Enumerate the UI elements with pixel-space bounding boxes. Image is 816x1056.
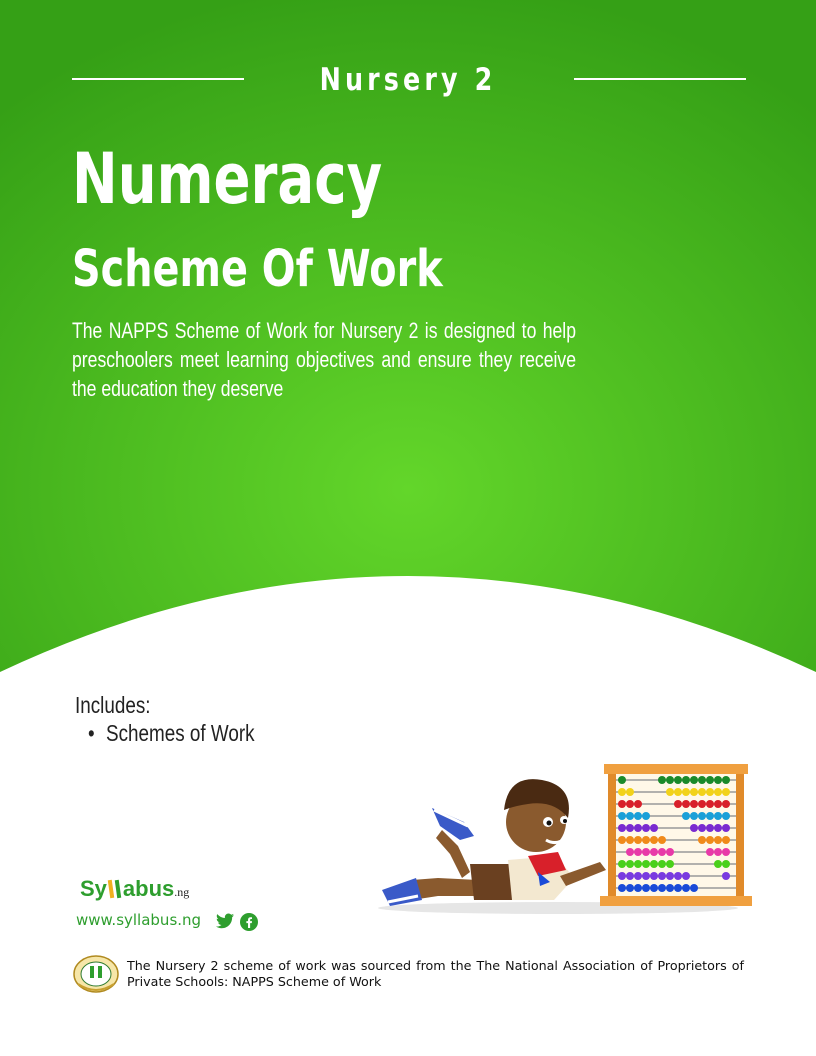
grade-label: Nursery 2 bbox=[319, 62, 497, 98]
napps-seal-icon bbox=[72, 954, 120, 994]
syllabus-logo bbox=[80, 876, 189, 902]
source-note: The Nursery 2 scheme of work was sourced from the The National Association of Proprietors of Private Schools: NAPPS Scheme of Work bbox=[127, 958, 744, 989]
page-subtitle: Scheme Of Work bbox=[72, 240, 443, 299]
boy-with-abacus-illustration bbox=[378, 760, 758, 920]
twitter-icon[interactable] bbox=[216, 913, 234, 936]
list-item-label: Schemes of Work bbox=[106, 720, 255, 746]
bullet-icon: • bbox=[88, 720, 95, 746]
logo-pencils-icon bbox=[107, 876, 123, 902]
description: The NAPPS Scheme of Work for Nursery 2 is designed to help preschoolers meet learning objectives and ensure they receive the education they deserve bbox=[72, 318, 576, 401]
boy-figure bbox=[382, 779, 606, 906]
social-links bbox=[216, 913, 258, 936]
includes-heading: Includes: bbox=[75, 692, 151, 718]
page-title: Numeracy bbox=[72, 138, 383, 220]
logo-suffix: .ng bbox=[174, 885, 190, 899]
facebook-icon[interactable] bbox=[240, 913, 258, 936]
logo-text-sy: Sy bbox=[80, 876, 107, 901]
website-link[interactable]: www.syllabus.ng bbox=[76, 911, 202, 929]
list-item bbox=[88, 720, 255, 747]
logo-text-abus: abus bbox=[122, 876, 175, 901]
